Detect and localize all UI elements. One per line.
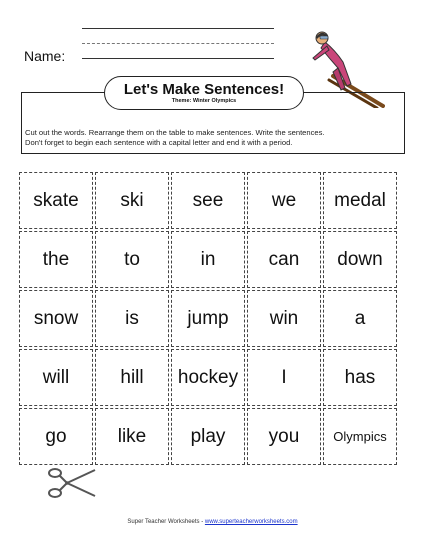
word-card[interactable]: skate xyxy=(19,172,93,229)
name-line-bottom xyxy=(82,58,274,59)
word-card[interactable]: medal xyxy=(323,172,397,229)
footer-separator: - xyxy=(201,519,204,525)
instructions-line-2: Don't forget to begin each sentence with a capital letter and end it with a period. xyxy=(25,138,293,147)
word-card[interactable]: I xyxy=(247,349,321,406)
word-card[interactable]: snow xyxy=(19,290,93,347)
word-card[interactable]: is xyxy=(95,290,169,347)
word-card[interactable]: can xyxy=(247,231,321,288)
instructions-text xyxy=(25,128,405,148)
instructions-line-1: Cut out the words. Rearrange them on the table to make sentences. Write the sentences. xyxy=(25,128,325,137)
word-card[interactable]: you xyxy=(247,408,321,465)
word-card[interactable]: go xyxy=(19,408,93,465)
word-card[interactable]: has xyxy=(323,349,397,406)
word-card[interactable]: we xyxy=(247,172,321,229)
worksheet-title: Let's Make Sentences! xyxy=(123,81,285,98)
word-card[interactable]: win xyxy=(247,290,321,347)
word-card[interactable]: the xyxy=(19,231,93,288)
word-card[interactable]: hill xyxy=(95,349,169,406)
name-label: Name: xyxy=(24,48,66,64)
word-card[interactable]: hockey xyxy=(171,349,245,406)
word-card[interactable]: play xyxy=(171,408,245,465)
word-card-grid xyxy=(19,172,397,465)
word-card[interactable]: to xyxy=(95,231,169,288)
word-card[interactable]: ski xyxy=(95,172,169,229)
worksheet-theme: Theme: Winter Olympics xyxy=(171,98,237,104)
word-card[interactable]: in xyxy=(171,231,245,288)
word-card[interactable]: jump xyxy=(171,290,245,347)
name-line-dashed xyxy=(82,43,274,44)
word-card[interactable]: down xyxy=(323,231,397,288)
footer xyxy=(0,519,425,525)
scissors-icon xyxy=(47,466,97,500)
word-card[interactable]: Olympics xyxy=(323,408,397,465)
footer-url-link[interactable]: www.superteacherworksheets.com xyxy=(204,519,298,525)
word-card[interactable]: a xyxy=(323,290,397,347)
name-line-top xyxy=(82,28,274,29)
word-card[interactable]: see xyxy=(171,172,245,229)
title-banner xyxy=(104,76,304,110)
word-card[interactable]: will xyxy=(19,349,93,406)
word-card[interactable]: like xyxy=(95,408,169,465)
footer-brand: Super Teacher Worksheets xyxy=(127,519,200,525)
